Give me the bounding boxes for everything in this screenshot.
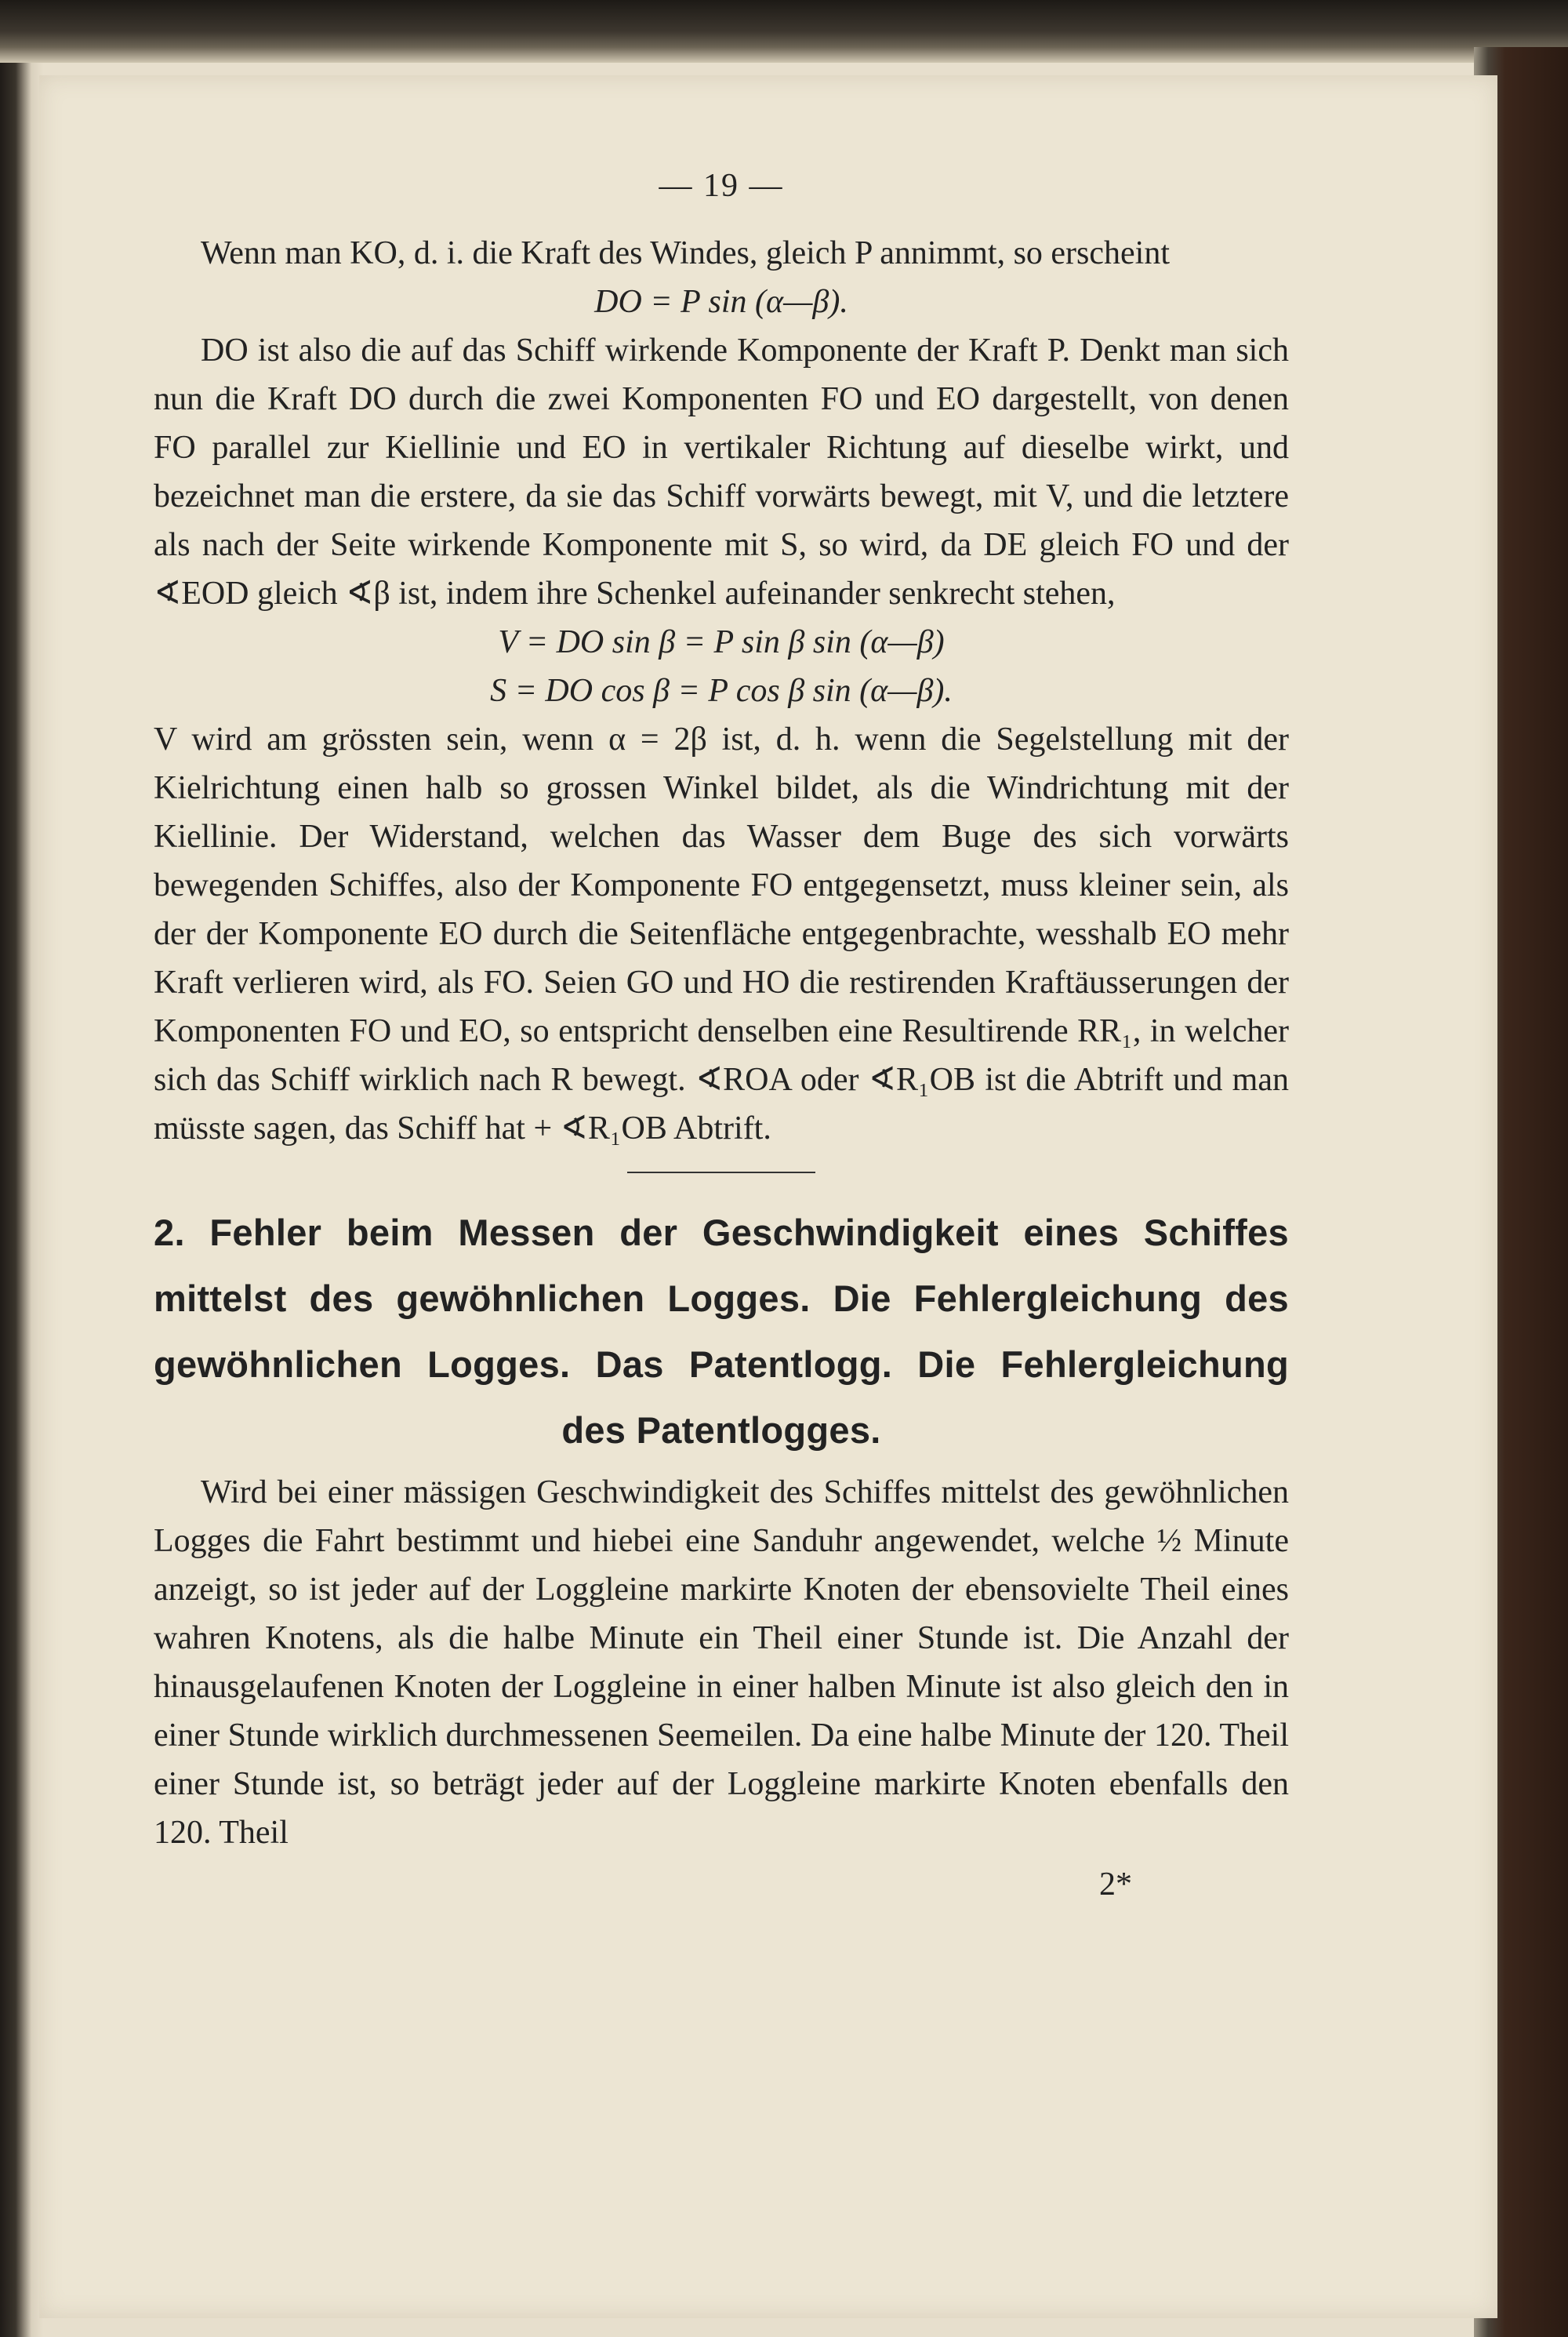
page-number: — 19 — bbox=[659, 168, 784, 204]
paragraph-components: DO ist also die auf das Schiff wirkende Komponente der Kraft P. Denkt man sich nun die Kraft DO durch die zwei Komponenten FO und EO dargestellt, von denen FO parallel zur Kiellinie und EO in vertikaler Richtung auf dieselbe wirkt, und bezeichnet man die erstere, da sie das Schiff vorwärts bewegt, mit V, und die letztere als nach der Seite wirkende Komponente mit S, so wird, da DE gleich FO und der ∢EOD gleich ∢β ist, indem ihre Schenkel aufeinander senkrecht stehen, bbox=[154, 333, 1289, 612]
signature-mark: 2* bbox=[1099, 1866, 1132, 1903]
paragraph-abtrift: V wird am grössten sein, wenn α = 2β ist, d. h. wenn die Segelstellung mit der Kielrichtung einen halb so grossen Winkel bildet, als die Windrichtung mit der Kiellinie. Der Widerstand, welchen das Wasser dem Buge des sich vorwärts bewegenden Schiffes, also der Komponente FO entgegensetzt, muss kleiner sein, als der der Komponente EO durch die Seitenfläche entgegenbrachte, wesshalb EO mehr Kraft verlieren wird, als FO. Seien GO und HO die restirenden Kraftäusserungen der Komponenten FO und EO, so entspricht denselben eine Resultirende RR₁, in welcher sich das Schiff wirklich nach R bewegt. ∢ROA oder ∢R₁OB ist die Abtrift und man müsste sagen, das Schiff hat + ∢R₁OB Abtrift. bbox=[154, 721, 1289, 1147]
formula-v: V = DO sin β = P sin β sin (α—β) bbox=[498, 624, 945, 660]
top-page-edge bbox=[0, 0, 1568, 63]
paragraph-intro: Wenn man KO, d. i. die Kraft des Windes, gleich P annimmt, so erscheint bbox=[201, 235, 1171, 271]
paragraph-logg: Wird bei einer mässigen Geschwindigkeit des Schiffes mittelst des gewöhnlichen Logges die Fahrt bestimmt und hiebei eine Sanduhr angewendet, welche ½ Minute anzeigt, so ist jeder auf der Loggleine markirte Knoten der ebensovielte Theil eines wahren Knotens, als die halbe Minute ein Theil einer Stunde ist. Die Anzahl der hinausgelaufenen Knoten der Loggleine in einer halben Minute ist also gleich den in einer Stunde wirklich durchmessenen Seemeilen. Da eine halbe Minute der 120. Theil einer Stunde ist, so beträgt jeder auf der Loggleine markirte Knoten ebenfalls den 120. Theil bbox=[154, 1474, 1289, 1851]
formula-s: S = DO cos β = P cos β sin (α—β). bbox=[490, 673, 953, 709]
page-paper bbox=[39, 75, 1497, 2318]
formula-do: DO = P sin (α—β). bbox=[594, 284, 848, 320]
section-divider bbox=[627, 1172, 815, 1173]
page-text-block bbox=[154, 162, 1289, 1909]
section-heading: 2. Fehler beim Messen der Geschwindigkeit eines Schiffes mittelst des gewöhnlichen Logges. Die Fehlergleichung des gewöhnlichen Logges. Das Patentlogg. Die Fehlergleichung des Patentlogges. bbox=[154, 1212, 1289, 1451]
